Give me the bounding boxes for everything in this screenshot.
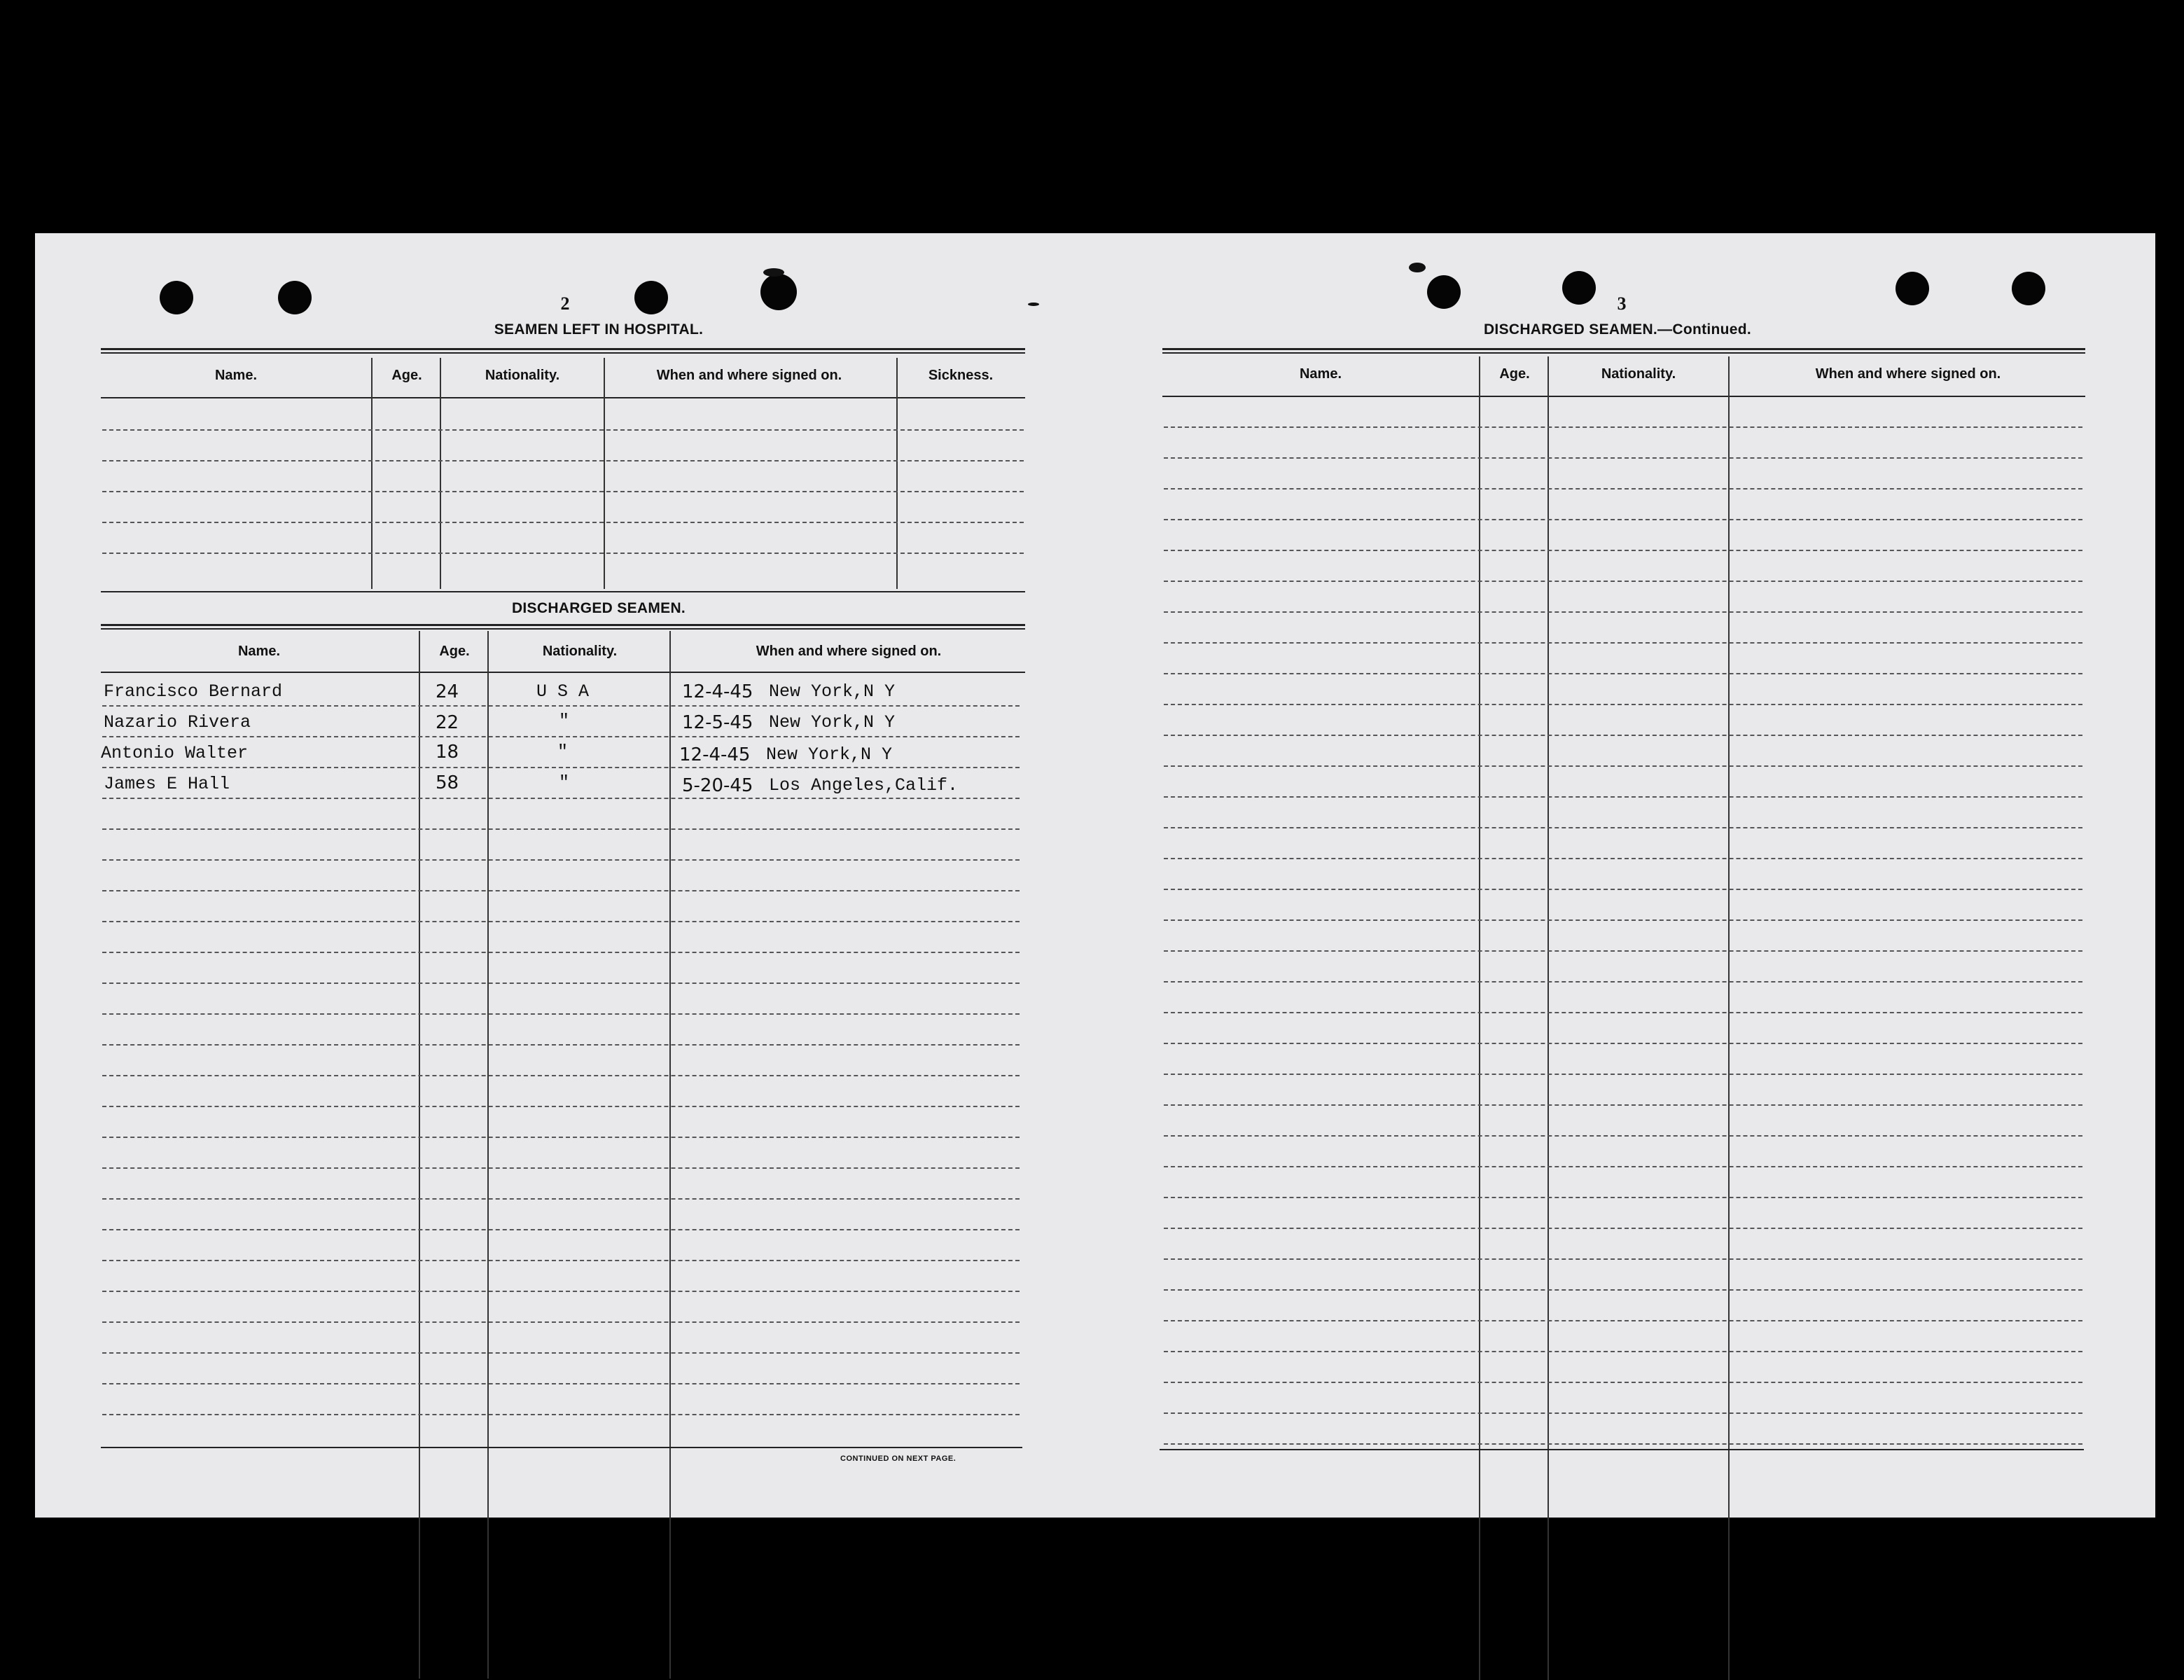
ruled-line: [1164, 1012, 2082, 1013]
right-header-age: Age.: [1499, 366, 1530, 382]
seaman-nationality: ": [559, 772, 570, 793]
seaman-signed-place: New York,N Y: [769, 712, 896, 733]
ruled-line: [1164, 827, 2082, 828]
ruled-line: [1164, 519, 2082, 520]
discharged-header-nationality: Nationality.: [542, 644, 618, 659]
right-col-line: [1547, 356, 1549, 1680]
discharged-col-line: [487, 631, 489, 1679]
ruled-line: [102, 1106, 1020, 1107]
seaman-signed-date: 12-4-45: [679, 744, 751, 765]
right-header-signed-on: When and where signed on.: [1815, 366, 2001, 382]
ruled-line: [102, 890, 1020, 891]
ruled-line: [1164, 889, 2082, 890]
ruled-line: [1164, 796, 2082, 798]
continued-footer: CONTINUED ON NEXT PAGE.: [840, 1455, 957, 1463]
seaman-nationality: ": [557, 742, 569, 762]
punch-hole: [2012, 272, 2045, 305]
ruled-line: [102, 1260, 1020, 1261]
punch-hole: [278, 281, 312, 314]
ruled-line: [1164, 488, 2082, 490]
punch-hole: [1562, 271, 1596, 305]
hospital-header-sickness: Sickness.: [928, 368, 994, 383]
seaman-name: Nazario Rivera: [104, 712, 251, 733]
punch-hole: [1427, 275, 1461, 309]
ruled-line: [1164, 858, 2082, 859]
page-number-right: 3: [1617, 293, 1627, 314]
hospital-col-line: [440, 358, 441, 589]
ruled-line: [1164, 1104, 2082, 1106]
discharged-col-line: [669, 631, 671, 1679]
ruled-line: [102, 553, 1024, 554]
ruled-line: [102, 828, 1020, 830]
ruled-line: [102, 1198, 1020, 1200]
ruled-line: [102, 952, 1020, 953]
right-top-rule: [1162, 348, 2085, 354]
seaman-signed-date: 5-20-45: [682, 775, 753, 796]
ruled-line: [1164, 550, 2082, 551]
ink-speck: [1028, 303, 1039, 306]
right-section-title: DISCHARGED SEAMEN.—Continued.: [1483, 321, 1752, 338]
right-header-nationality: Nationality.: [1601, 366, 1676, 382]
ruled-line: [1164, 1382, 2082, 1383]
ruled-line: [102, 491, 1024, 492]
ink-speck: [1409, 263, 1426, 272]
ruled-line: [102, 921, 1020, 922]
ruled-line: [1164, 1258, 2082, 1260]
ruled-line: [102, 736, 1020, 737]
ruled-line: [1164, 704, 2082, 705]
hospital-header-signed-on: When and where signed on.: [656, 368, 842, 383]
right-header-name: Name.: [1299, 366, 1342, 382]
ruled-line: [102, 429, 1024, 431]
ruled-line: [102, 1229, 1020, 1230]
document-paper: [35, 233, 2155, 1518]
seaman-age: 24: [436, 681, 459, 702]
ruled-line: [1164, 1320, 2082, 1321]
hospital-col-line: [371, 358, 373, 589]
hospital-header-age: Age.: [391, 368, 422, 383]
ruled-line: [1164, 581, 2082, 582]
ruled-line: [1164, 1043, 2082, 1044]
ruled-line: [1164, 1351, 2082, 1352]
ruled-line: [102, 1075, 1020, 1076]
ruled-line: [1164, 1443, 2082, 1445]
ruled-line: [102, 1321, 1020, 1323]
ink-speck: [763, 268, 784, 277]
right-col-line: [1479, 356, 1480, 1680]
ruled-line: [1164, 981, 2082, 983]
ruled-line: [102, 1352, 1020, 1354]
ruled-line: [102, 705, 1020, 707]
ruled-line: [1164, 611, 2082, 613]
discharged-col-line: [419, 631, 420, 1679]
ruled-line: [102, 767, 1020, 768]
right-bottom-rule: [1160, 1449, 2084, 1450]
discharged-header-age: Age.: [439, 644, 470, 659]
punch-hole: [760, 274, 797, 310]
seaman-signed-place: New York,N Y: [769, 681, 896, 702]
ruled-line: [1164, 1074, 2082, 1075]
ruled-line: [102, 1291, 1020, 1292]
ruled-line: [1164, 642, 2082, 644]
seaman-age: 58: [436, 772, 459, 793]
right-col-line: [1728, 356, 1730, 1680]
ruled-line: [102, 1167, 1020, 1169]
seaman-age: 18: [436, 742, 459, 763]
hospital-header-name: Name.: [214, 368, 258, 383]
punch-hole: [1896, 272, 1929, 305]
seaman-signed-date: 12-5-45: [682, 712, 753, 733]
ruled-line: [1164, 1412, 2082, 1414]
ruled-line: [1164, 919, 2082, 921]
ruled-line: [102, 1137, 1020, 1138]
hospital-header-nationality: Nationality.: [485, 368, 560, 383]
discharged-header-name: Name.: [237, 644, 281, 659]
discharged-header-rule: [101, 672, 1025, 673]
hospital-bottom-rule: [101, 591, 1025, 592]
ruled-line: [102, 1013, 1020, 1015]
ruled-line: [1164, 735, 2082, 736]
ruled-line: [1164, 1166, 2082, 1167]
ruled-line: [102, 859, 1020, 861]
discharged-top-rule: [101, 624, 1025, 630]
seaman-name: James E Hall: [104, 774, 230, 794]
right-header-rule: [1162, 396, 2085, 397]
ruled-line: [1164, 1228, 2082, 1229]
ruled-line: [1164, 1197, 2082, 1198]
ruled-line: [102, 798, 1020, 799]
ruled-line: [1164, 457, 2082, 459]
seaman-signed-date: 12-4-45: [682, 681, 753, 702]
seaman-nationality: U S A: [536, 681, 590, 702]
ruled-line: [102, 983, 1020, 984]
ruled-line: [1164, 673, 2082, 674]
page-number-left: 2: [560, 293, 570, 314]
ruled-line: [102, 1383, 1020, 1384]
ruled-line: [1164, 426, 2082, 428]
ruled-line: [102, 460, 1024, 461]
ruled-line: [1164, 1289, 2082, 1291]
discharged-section-title: DISCHARGED SEAMEN.: [511, 600, 686, 616]
discharged-bottom-rule: [101, 1447, 1022, 1448]
ruled-line: [102, 1414, 1020, 1415]
ruled-line: [102, 1044, 1020, 1046]
discharged-header-signed-on: When and where signed on.: [756, 644, 942, 659]
seaman-signed-place: Los Angeles,Calif.: [769, 775, 959, 796]
punch-hole: [160, 281, 193, 314]
ruled-line: [1164, 950, 2082, 952]
hospital-section-title: SEAMEN LEFT IN HOSPITAL.: [494, 321, 704, 338]
hospital-top-rule: [101, 348, 1025, 354]
seaman-name: Antonio Walter: [101, 743, 249, 763]
seaman-age: 22: [436, 712, 459, 733]
ruled-line: [102, 522, 1024, 523]
punch-hole: [634, 281, 668, 314]
seaman-signed-place: New York,N Y: [766, 744, 893, 765]
seaman-nationality: ": [559, 711, 570, 731]
hospital-col-line: [604, 358, 605, 589]
hospital-col-line: [896, 358, 898, 589]
ruled-line: [1164, 765, 2082, 767]
seaman-name: Francisco Bernard: [104, 681, 283, 702]
ruled-line: [1164, 1135, 2082, 1137]
hospital-header-rule: [101, 397, 1025, 398]
